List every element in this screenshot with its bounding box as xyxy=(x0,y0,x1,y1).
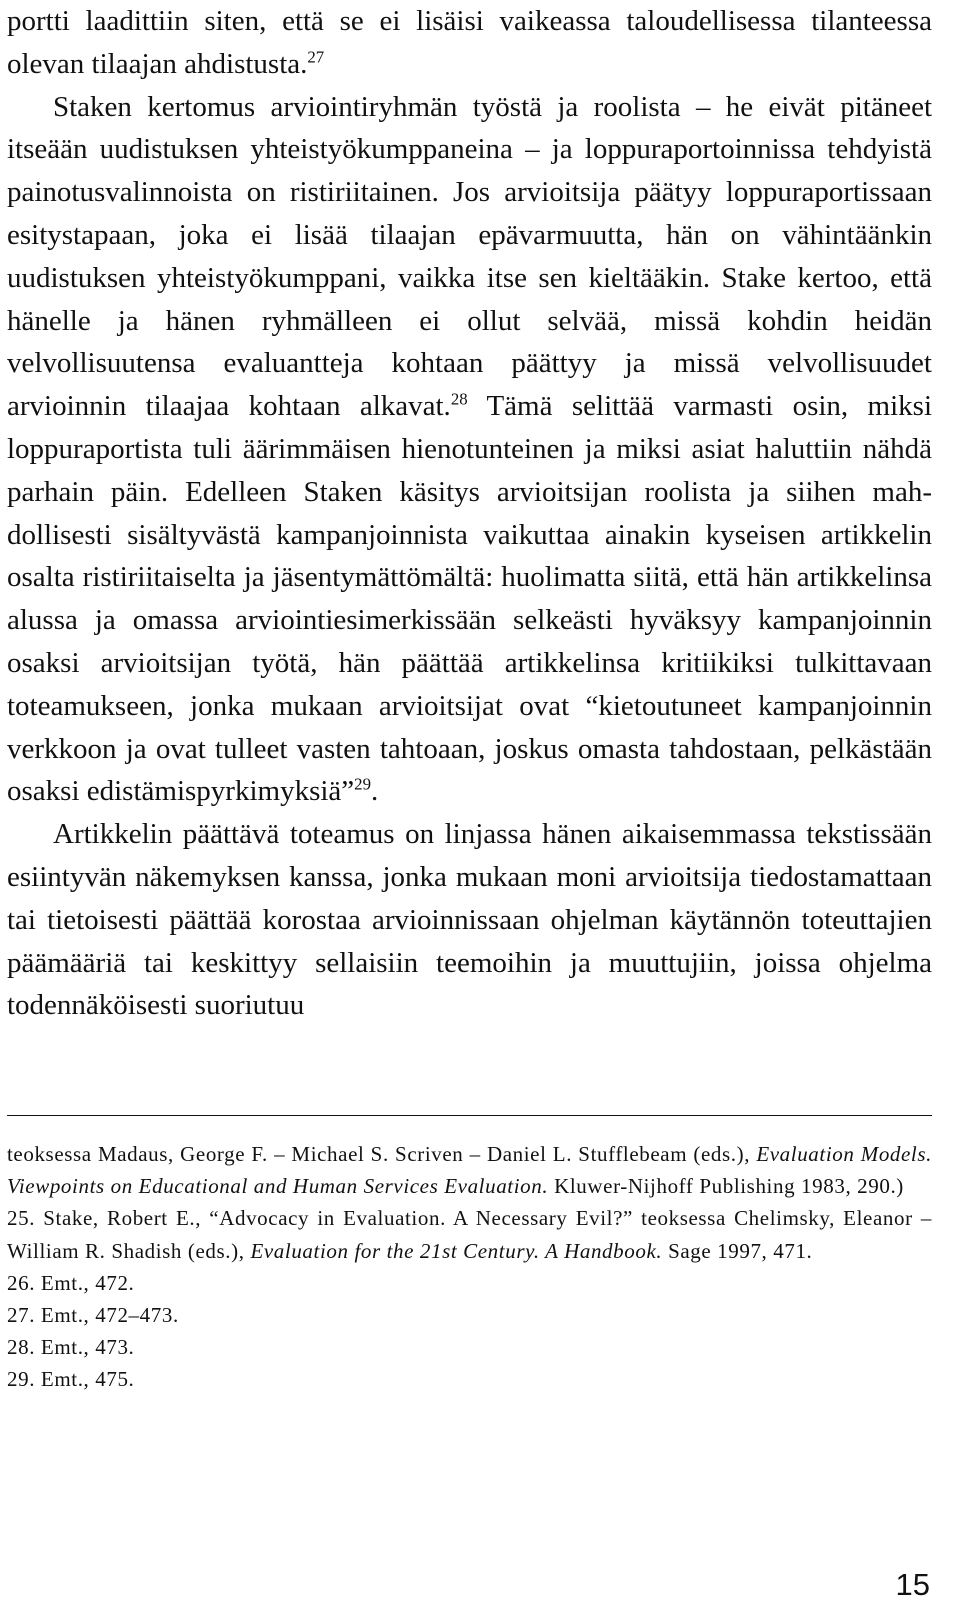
footnote-ref-28[interactable]: 28 xyxy=(450,389,468,409)
paragraph-1 xyxy=(7,0,932,86)
footnotes xyxy=(7,1138,932,1396)
paragraph-3 xyxy=(7,813,932,1027)
footnote-ref-29[interactable]: 29 xyxy=(354,774,371,794)
paragraph-2-text-b: Tämä selittää varmasti osin, miksi loppuraportista tuli äärimmäisen hienotunteinen ja miksi asiat haluttiin nähdä parhain päin. Edelleen Staken käsitys arvioitsijan roolista ja siihen mahdollisesti sisältyvästä kampanjoinnista vaikuttaa ainakin kyseisen artikkelin osalta ristiriitaiselta ja jäsentymättömältä: huolimatta siitä, että hän artikkelinsa alussa ja omassa arviointiesimerkissään selkeästi hyväksyy kampanjoinnin osaksi arvioitsijan työtä, hän päättää artikkelinsa kritiikiksi tulkittavaan toteamukseen, jonka mukaan arvioitsijat ovat “kietoutuneet kampanjoinnin verkkoon ja ovat tulleet vasten tahtoaan, joskus omasta tahdostaan, pelkästään osaksi edistämispyrkimyksiä” xyxy=(7,390,932,808)
paragraph-3-text: Artikkelin päättävä toteamus on linjassa hänen aikaisemmassa tekstissään esiintyvän näkemyksen kanssa, jonka mukaan moni arvioitsija tiedostamattaan tai tietoisesti päättää korostaa arvioinnissaan ohjelman käytännön toteuttajien päämääriä tai keskittyy sellaisiin teemoihin ja muuttujiin, joissa ohjelma todennäköisesti suoriutuu xyxy=(7,818,932,1022)
footnote-29: 29. Emt., 475. xyxy=(7,1367,135,1392)
footnote-24-text-a: teoksessa Madaus, George F. – Michael S. Scriven – Daniel L. Stufflebeam (eds.), xyxy=(7,1142,751,1166)
footnote-25-text-a: 25. Stake, Robert E., “Advocacy in Evaluation. A Necessary Evil?” teoksessa Chelimsky, Eleanor – William R. Shadish (eds.), xyxy=(7,1206,932,1263)
footnote-25 xyxy=(7,1202,932,1266)
paragraph-2-text-a: Staken kertomus arviointiryhmän työstä ja roolista – he eivät pitäneet itseään uudistuksen yhteistyökumppaneina – ja loppuraportoinnissa tehdyistä painotusvalinnoista on ristiriitainen. Jos arvioitsija päätyy loppuraportissaan esitystapaan, joka ei lisää tilaajan epävarmuutta, hän on vähintäänkin uudistuksen yhteistyökumppani, vaikka itse sen kieltääkin. Stake kertoo, että hänelle ja hänen ryhmälleen ei ollut selvää, missä kohdin heidän velvollisuutensa evaluantteja kohtaan päättyy ja missä velvollisuudet arvioinnin tilaajaa kohtaan alkavat. xyxy=(7,90,932,423)
footnote-25-title: Evaluation for the 21st Century. A Handbook. xyxy=(250,1238,663,1263)
footnote-24-continuation xyxy=(7,1138,932,1202)
body-text xyxy=(7,0,932,1027)
paragraph-2 xyxy=(7,86,932,814)
footnote-24-title: Evaluation Models. Viewpoints on Educational and Human Services Evaluation. xyxy=(7,1142,932,1199)
footnote-25-text-b: Sage 1997, 471. xyxy=(668,1238,813,1263)
paragraph-2-end: . xyxy=(370,775,379,808)
footnote-separator xyxy=(7,1115,932,1116)
paragraph-1-text: portti laadittiin siten, että se ei lisäisi vaikeassa taloudellisessa tilanteessa olevan tilaajan ahdistusta. xyxy=(7,5,932,80)
footnote-24-text-b: Kluwer-Nijhoff Publishing 1983, 290.) xyxy=(554,1174,904,1199)
page-number: 15 xyxy=(895,1567,930,1602)
footnote-26: 26. Emt., 472. xyxy=(7,1270,135,1295)
footnote-27: 27. Emt., 472–473. xyxy=(7,1303,179,1328)
footnote-ref-27[interactable]: 27 xyxy=(307,47,325,67)
footnote-28: 28. Emt., 473. xyxy=(7,1335,135,1360)
